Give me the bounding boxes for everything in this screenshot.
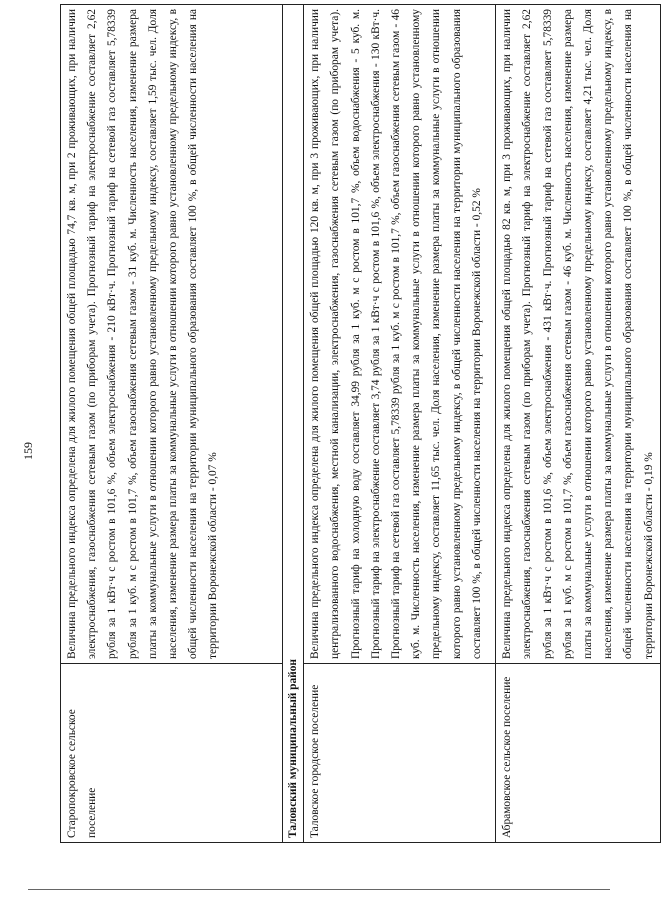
table-row (61, 5, 283, 843)
bottom-rule (28, 889, 610, 890)
index-description-cell: Величина предельного индекса определена для жилого помещения общей площадью 82 кв. м, при 3 проживающих, при наличии электроснабжения, газоснабжения сетевым газом (по приборам учета). Прогнозный тариф на электроснабжение составляет 2,62 рубля за 1 кВт·ч с ростом в 101,6 %, объем электроснабжения - 431 кВт·ч. Прогнозный тариф на сетевой газ составляет 5,78339 рубля за 1 куб. м с ростом в 101,7 %, объем газоснабжения сетевым газом - 46 куб. м. Численность населения, изменение размера платы за коммунальные услуги в отношении которого равно установленному предельному индексу, составляет 4,21 тыс. чел. Доля населения, изменение размера платы за коммунальные услуги в отношении которого равно установленному предельному индексу, в общей численности населения на территории муниципального образования составляет 100 %, в общей численности населения на территории Воронежской области - 0,19 % (496, 5, 661, 664)
settlement-name-cell: Старопокровское сельское поселение (61, 664, 283, 843)
index-description-cell: Величина предельного индекса определена для жилого помещения общей площадью 74,7 кв. м, при 2 проживающих, при наличии электроснабжения, газоснабжения сетевым газом (по приборам учета). Прогнозный тариф на электроснабжение составляет 2,62 рубля за 1 кВт·ч с ростом в 101,6 %, объем электроснабжения - 210 кВт·ч. Прогнозный тариф на сетевой газ составляет 5,78339 рубля за 1 куб. м с ростом в 101,7 %, объем газоснабжения сетевым газом - 31 куб. м. Численность населения, изменение размера платы за коммунальные услуги в отношении которого равно установленному предельному индексу, составляет 1,59 тыс. чел. Доля населения, изменение размера платы за коммунальные услуги в отношении которого равно установленному предельному индексу, в общей численности населения на территории муниципального образования составляет 100 %, в общей численности населения на территории Воронежской области - 0,07 % (61, 5, 283, 664)
settlement-name-cell: Абрамовское сельское поселение (496, 664, 661, 843)
district-name: Таловский муниципальный район (283, 5, 304, 843)
table-row (496, 5, 661, 843)
settlement-name-cell: Таловское городское поселение (304, 664, 496, 843)
tariff-index-table (60, 4, 661, 843)
page-number: 159 (21, 442, 35, 460)
table-row (304, 5, 496, 843)
index-description-cell: Величина предельного индекса определена для жилого помещения общей площадью 120 кв. м, при 3 проживающих, при наличии централизованного водоснабжения, местной канализации, электроснабжения, газоснабжения сетевым газом (по приборам учета). Прогнозный тариф на холодную воду составляет 34,99 рубля за 1 куб. м с ростом в 101,7 %, объем водоснабжения - 5 куб. м. Прогнозный тариф на электроснабжение составляет 3,74 рубля за 1 кВт·ч с ростом в 101,6 %, объем электроснабжения - 130 кВт·ч. Прогнозный тариф на сетевой газ составляет 5,78339 рубля за 1 куб. м с ростом в 101,7 %, объем газоснабжения сетевым газом - 46 куб. м. Численность населения, изменение размера платы за коммунальные услуги в отношении которого равно установленному предельному индексу, составляет 11,65 тыс. чел. Доля населения, изменение размера платы за коммунальные услуги в отношении которого равно установленному предельному индексу, в общей численности населения на территории муниципального образования составляет 100 %, в общей численности населения на территории Воронежской области - 0,52 % (304, 5, 496, 664)
district-header-row (283, 5, 304, 843)
rotated-page-content (60, 9, 655, 843)
